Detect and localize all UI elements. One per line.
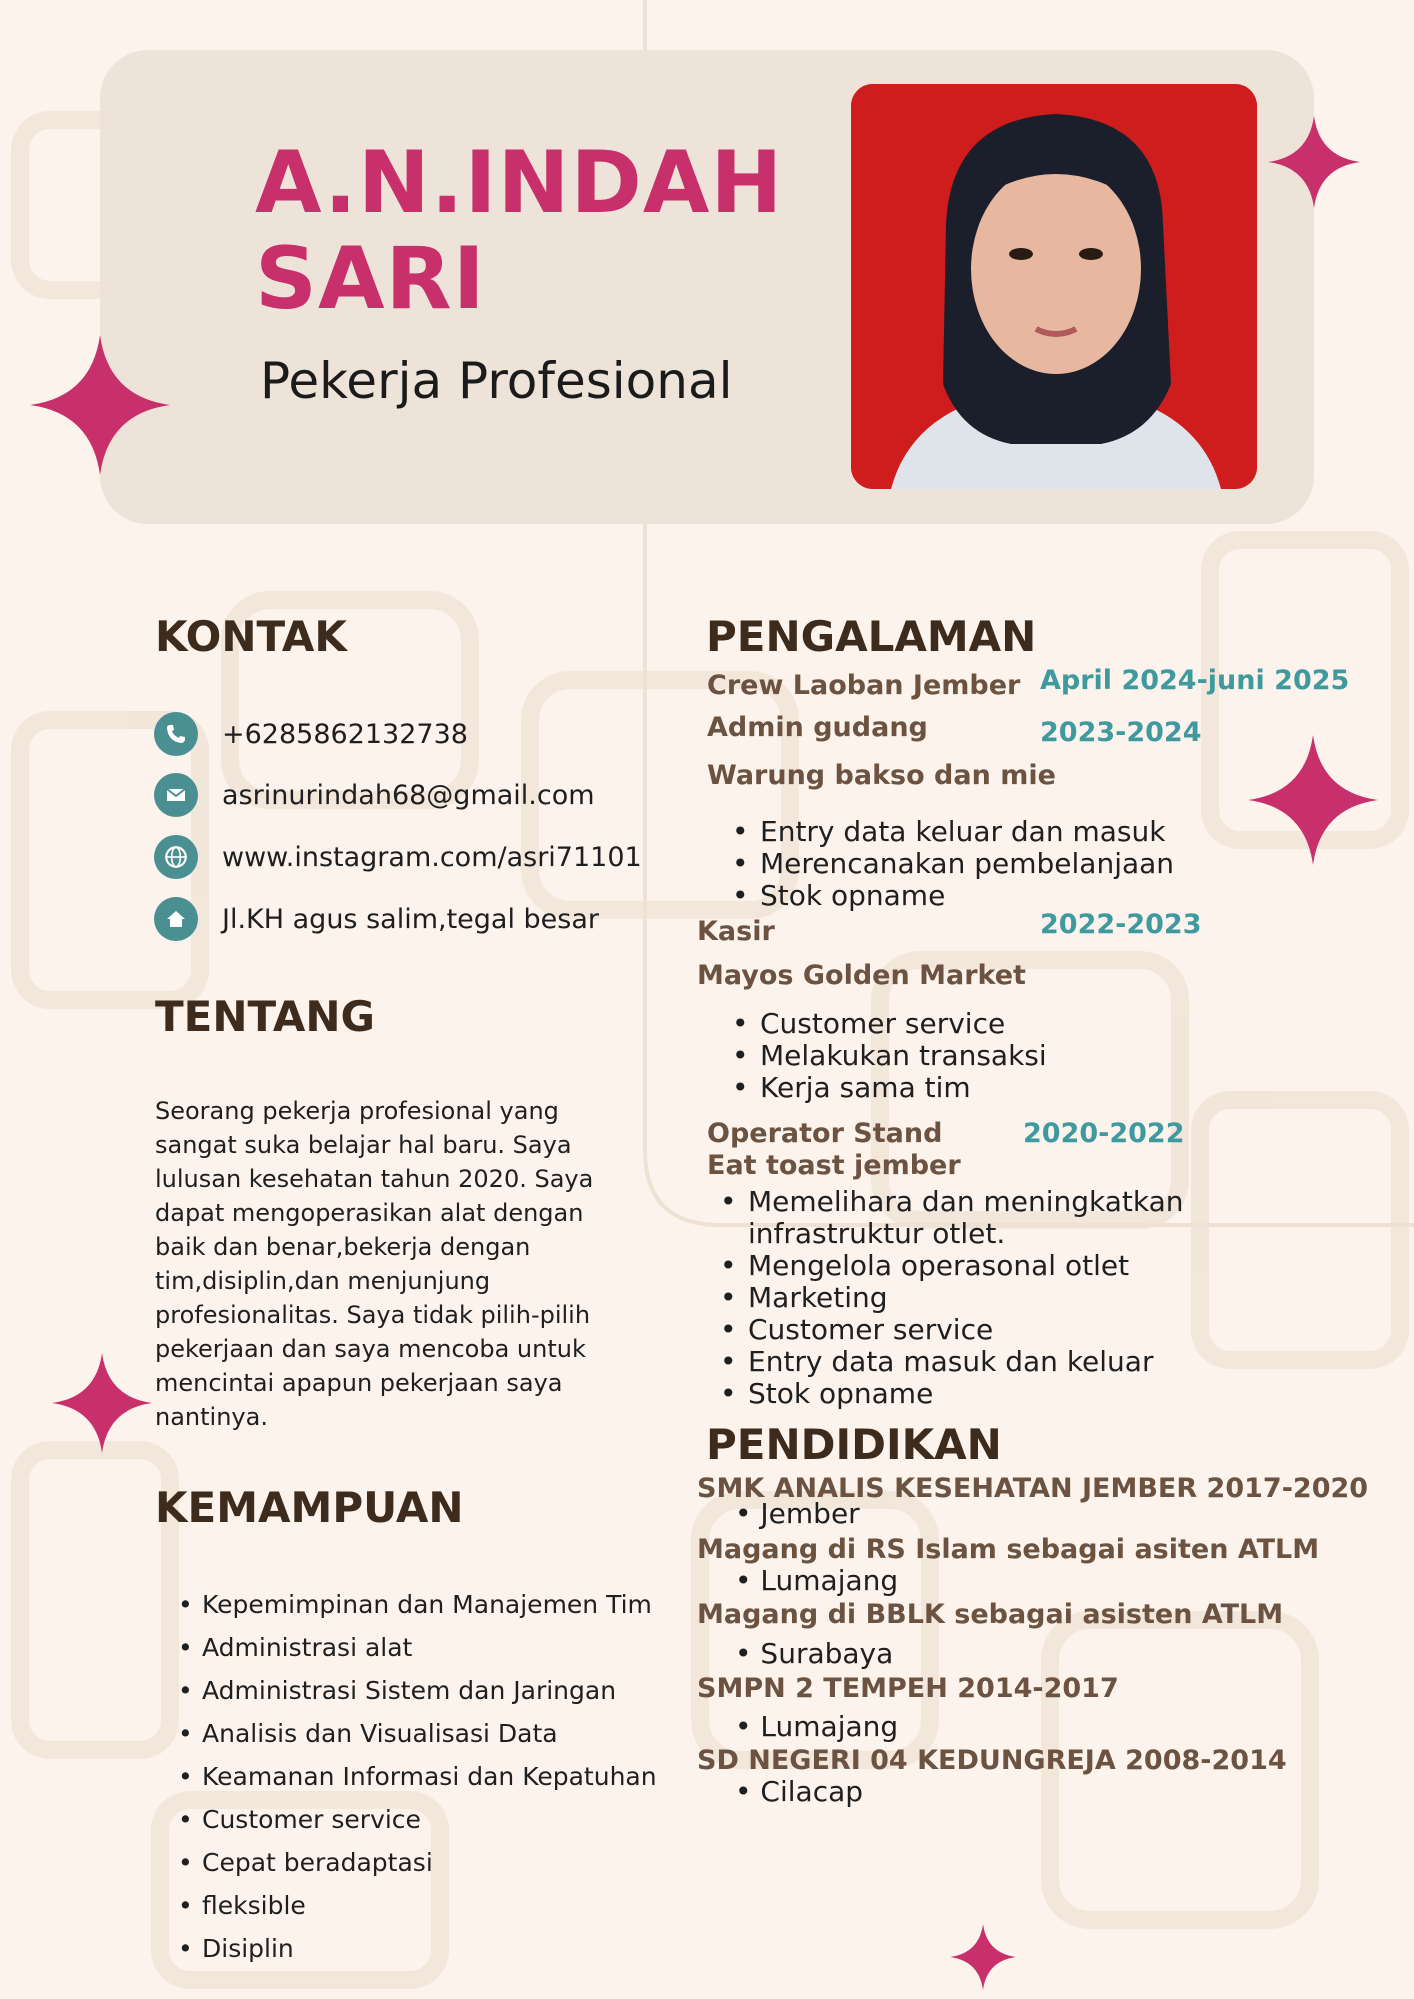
list-item: • Customer service (720, 1314, 1190, 1346)
sparkle-icon (1248, 735, 1378, 865)
about-heading: TENTANG (155, 992, 376, 1041)
list-item: • Kerja sama tim (732, 1072, 1047, 1104)
list-item: • Analisis dan Visualisasi Data (178, 1712, 657, 1755)
contact-address (154, 897, 599, 941)
website-link[interactable]: www.instagram.com/asri71101 (222, 841, 642, 873)
job3-role: Operator Stand (707, 1118, 943, 1149)
education-place: • Surabaya (735, 1637, 893, 1670)
list-item: • Stok opname (720, 1378, 1190, 1410)
job2-role: Kasir (697, 916, 775, 947)
list-item: • Melakukan transaksi (732, 1040, 1047, 1072)
contact-heading: KONTAK (155, 612, 347, 661)
profile-photo (851, 84, 1257, 489)
job1-tasks (732, 816, 1174, 912)
name-line-2: SARI (255, 229, 486, 329)
address-text: Jl.KH agus salim,tegal besar (222, 903, 600, 935)
list-item: • Customer service (732, 1008, 1047, 1040)
list-item: • Entry data masuk dan keluar (720, 1346, 1190, 1378)
list-item: • fleksible (178, 1884, 657, 1927)
home-icon (154, 897, 198, 941)
job3-company: Eat toast jember (707, 1150, 961, 1181)
list-item: • Keamanan Informasi dan Kepatuhan (178, 1755, 657, 1798)
list-item: • Administrasi alat (178, 1626, 657, 1669)
contact-website (154, 835, 642, 879)
job2-tasks (732, 1008, 1047, 1104)
job3-tasks (720, 1186, 1190, 1410)
list-item: • Marketing (720, 1282, 1190, 1314)
about-text: Seorang pekerja profesional yang sangat suka belajar hal baru. Saya lulusan kesehatan tahun 2020. Saya dapat mengoperasikan alat dengan baik dan benar,bekerja dengan tim,disiplin,dan menjunjung profesionalitas. Saya tidak pilih-pilih pekerjaan dan saya mencoba untuk mencintai apapun pekerjaan saya nantinya. (155, 1097, 594, 1431)
phone-icon (154, 712, 198, 756)
education-place: • Lumajang (735, 1710, 898, 1743)
job3-date: 2020-2022 (1023, 1118, 1185, 1149)
list-item: • Entry data keluar dan masuk (732, 816, 1174, 848)
job1-date1: April 2024-juni 2025 (1040, 665, 1350, 696)
job1-company: Warung bakso dan mie (707, 760, 1056, 791)
list-item: • Stok opname (732, 880, 1174, 912)
list-item: • Memelihara dan meningkatkan infrastruktur otlet. (720, 1186, 1190, 1250)
job1-role1: Crew Laoban Jember (707, 670, 1021, 701)
job-title: Pekerja Profesional (260, 352, 733, 410)
contact-phone (154, 712, 468, 756)
list-item: • Merencanakan pembelanjaan (732, 848, 1174, 880)
mail-icon (154, 773, 198, 817)
contact-email (154, 773, 595, 817)
education-title: SD NEGERI 04 KEDUNGREJA 2008-2014 (697, 1745, 1287, 1776)
experience-heading: PENGALAMAN (706, 612, 1037, 661)
list-item: • Cepat beradaptasi (178, 1841, 657, 1884)
name-line-1: A.N.INDAH (255, 133, 784, 233)
education-title: SMK ANALIS KESEHATAN JEMBER 2017-2020 (697, 1473, 1369, 1504)
job2-company: Mayos Golden Market (697, 960, 1026, 991)
phone-number[interactable]: +6285862132738 (222, 718, 468, 750)
sparkle-icon (52, 1350, 152, 1456)
job1-date2: 2023-2024 (1040, 717, 1202, 748)
list-item: • Disiplin (178, 1927, 657, 1970)
education-place: • Cilacap (735, 1775, 863, 1808)
education-heading: PENDIDIKAN (706, 1420, 1002, 1469)
education-title: Magang di RS Islam sebagai asiten ATLM (697, 1534, 1320, 1565)
skills-list (178, 1583, 657, 1970)
education-place: • Jember (735, 1497, 860, 1530)
list-item: • Mengelola operasonal otlet (720, 1250, 1190, 1282)
job1-role2: Admin gudang (707, 712, 928, 743)
full-name (255, 135, 783, 327)
email-address[interactable]: asrinurindah68@gmail.com (222, 779, 595, 811)
job2-date: 2022-2023 (1040, 909, 1202, 940)
list-item: • Kepemimpinan dan Manajemen Tim (178, 1583, 657, 1626)
sparkle-icon (950, 1922, 1016, 1992)
list-item: • Customer service (178, 1798, 657, 1841)
skills-heading: KEMAMPUAN (155, 1483, 464, 1532)
sparkle-icon (1268, 112, 1360, 212)
education-place: • Lumajang (735, 1564, 898, 1597)
education-title: Magang di BBLK sebagai asisten ATLM (697, 1599, 1284, 1630)
list-item: • Administrasi Sistem dan Jaringan (178, 1669, 657, 1712)
globe-icon (154, 835, 198, 879)
sparkle-icon (30, 335, 170, 475)
education-title: SMPN 2 TEMPEH 2014-2017 (697, 1673, 1119, 1704)
